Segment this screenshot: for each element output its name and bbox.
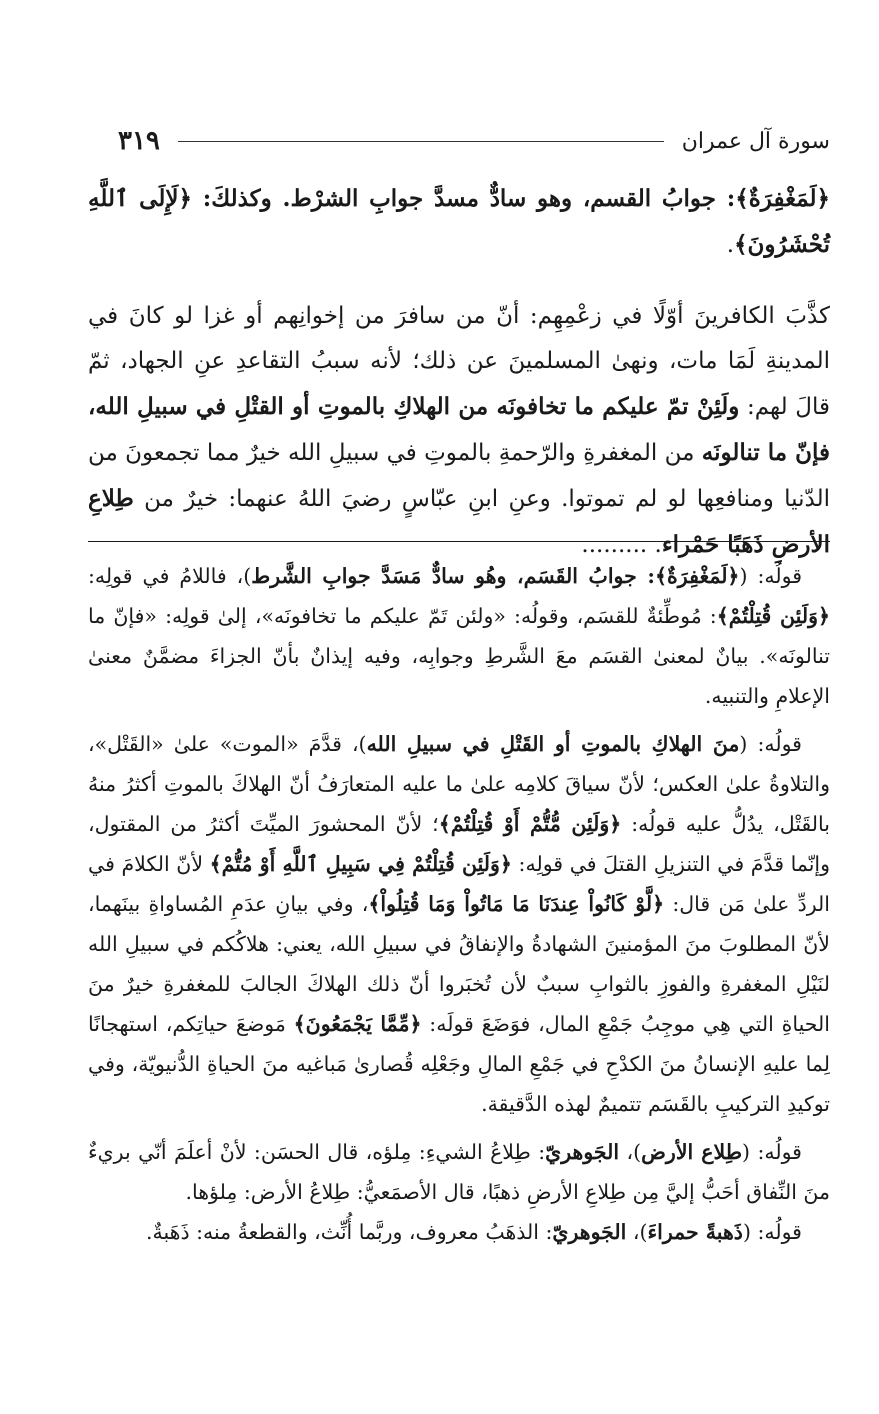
commentary-notes [88, 556, 830, 1252]
quran-quote: ﴿مِّمَّا يَجْمَعُونَ﴾ [293, 1012, 422, 1036]
surah-name: سورة آل عمران [681, 128, 830, 154]
text-span: : طِلاعُ الشيءِ: مِلؤه، قال الحسَن: لأنْ أعلَمَ أنّي بريءٌ منَ النِّفاق أحَبُّ إليَّ مِن طِلاعِ الأرضِ ذهبًا، قال الأصمَعيُّ: طِلاعُ الأرض: مِلؤها. [88, 1140, 830, 1204]
bold-span: منَ الهلاكِ بالموتِ أو القَتْلِ في سبيلِ الله [366, 732, 740, 756]
text-span: )، [619, 1140, 642, 1164]
quran-quote: ﴿وَلَئِن مُّتُّمْ أَوْ قُتِلْتُمْ﴾ [438, 812, 622, 836]
text-span: من المغفرةِ والرّحمةِ بالموتِ في سبيلِ الله خيرٌ مما تجمعونَ من الدّنيا ومنافعِها لو لم تموتوا. وعنِ ابنِ عبّاسٍ رضيَ اللهُ عنهما: خيرٌ من [88, 440, 830, 512]
header-rule [178, 141, 664, 142]
text-span: ، وفي بيانِ عدَمِ المُساواةِ بينَهما، لأنّ المطلوبَ منَ المؤمنينَ الشهادةُ والإنفاقُ في سبيلِ الله، يعني: هلاكُكم في سبيلِ الله لنَيْلِ المغفرةِ والفوزِ بالثوابِ سببٌ لأن تُخبَروا أنّ ذلك الهلاكَ الجالبَ للمغفرةِ خيرٌ منَ الحياةِ التي هِي موجِبُ جَمْعِ المال، فوَضَعَ قولَه: [88, 892, 830, 1036]
text-span: قولُه: ( [739, 732, 802, 756]
bold-span: طِلاعِ الأرضِ ذَهَبًا حَمْراء [88, 485, 830, 558]
quran-quote: ﴿لَمَغْفِرَةٌ﴾ [655, 564, 740, 588]
main-paragraph-2 [88, 294, 830, 568]
text-span: )، فاللامُ في قولِه: [88, 564, 252, 588]
note-paragraph-3 [88, 1132, 830, 1212]
bold-span: الجَوهريّ [552, 1220, 627, 1244]
text-span: : الذهَبُ معروف، وربَّما أُنِّث، والقطعةُ منه: ذَهَبةٌ. [145, 1220, 553, 1244]
quran-quote: ﴿لَمَغْفِرَةٌ﴾ [735, 185, 830, 212]
bold-span: ذَهبةً حمراءَ [647, 1220, 743, 1244]
text-span: قولُه: ( [742, 1220, 802, 1244]
text-span: : جوابُ القسم، وهو سادٌّ مسدَّ جوابِ الشرْط. وكذلكَ: [191, 185, 736, 212]
note-paragraph-1 [88, 556, 830, 716]
quran-quote: ﴿وَلَئِن قُتِلْتُمْ﴾ [716, 604, 830, 628]
main-paragraph-1 [88, 176, 830, 268]
bold-span: طِلاع الأرض [641, 1140, 743, 1164]
text-span: ؛ لأنّ المحشورَ الميِّتَ أكثرُ من المقتول، وإنّما قدَّمَ في التنزيلِ القتلَ في قولِه: [88, 812, 831, 876]
quran-quote: ﴿لَإِلَى ٱللَّهِ تُحْشَرُونَ﴾ [88, 185, 830, 258]
bold-span: الجَوهريّ [545, 1140, 620, 1164]
bold-span: ولَئِنْ تمّ عليكم ما تخافونَه من الهلاكِ بالموتِ أو القتْلِ في سبيلِ الله، فإنّ ما تنالونَه [88, 393, 831, 466]
text-span: لأنّ الكلامَ في الردِّ علىٰ مَن قال: [88, 852, 830, 916]
main-text [88, 176, 830, 568]
text-span: قولُه: ( [742, 1140, 802, 1164]
text-span: قولُه: ( [739, 564, 802, 588]
note-paragraph-2 [88, 724, 830, 1124]
quran-quote: ﴿لَّوْ كَانُواْ عِندَنَا مَا مَاتُواْ وَمَا قُتِلُواْ﴾ [368, 892, 665, 916]
text-span: . ......... [581, 532, 662, 558]
note-paragraph-4 [88, 1212, 830, 1252]
text-span: )، [626, 1220, 648, 1244]
text-span: : مُوطِّئةٌ للقسَم، وقولُه: «ولئن تَمّ عليكم ما تخافونَه»، إلىٰ قولِه: «فإنّ ما تنالونَه». بيانٌ لمعنىٰ القسَم معَ الشَّرطِ وجوابِه، وفيه إيذانٌ بأنّ الجزاءَ مضمَّنٌ معنىٰ الإعلامِ والتنبيه. [88, 604, 830, 708]
text-span: )، قدَّمَ «الموت» علىٰ «القَتْل»، والتلاوةُ علىٰ العكس؛ لأنّ سياقَ كلامِه علىٰ ما عليه المتعارَفُ أنّ الهلاكَ بالموتِ أكثرُ منهُ بالقَتْل، يدُلُّ عليه قولُه: [88, 732, 830, 836]
bold-span: : جوابُ القَسَم، وهُو سادٌّ مَسَدَّ جوابِ الشَّرط [251, 564, 656, 588]
text-span: كذَّبَ الكافرينَ أوّلًا في زعْمِهِم: أنّ من سافرَ من إخوانِهم أو غزا لو كانَ في المدينةِ لَمَا مات، ونهىٰ المسلمينَ عن ذلك؛ لأنه سببُ التقاعدِ عنِ الجهاد، ثمّ قالَ لهم: [88, 303, 830, 420]
text-span: . [726, 232, 735, 258]
quran-quote: ﴿وَلَئِن قُتِلْتُمْ فِي سَبِيلِ ٱللَّهِ أَوْ مُتُّمْ﴾ [209, 852, 512, 876]
page-header [118, 118, 830, 164]
text-span: مَوضعَ حياتِكم، استهجانًا لِما عليهِ الإنسانُ منَ الكدْحِ في جَمْعِ المالِ وجَعْلِه قُصارىٰ مَباغيه منَ الحياةِ الدُّنيويّة، وفي توكيدِ التركيبِ بالقَسَم تتميمٌ لهذه الدَّقيقة. [88, 1012, 830, 1116]
page-number: ٣١٩ [118, 126, 160, 156]
footnote-divider [88, 541, 830, 542]
